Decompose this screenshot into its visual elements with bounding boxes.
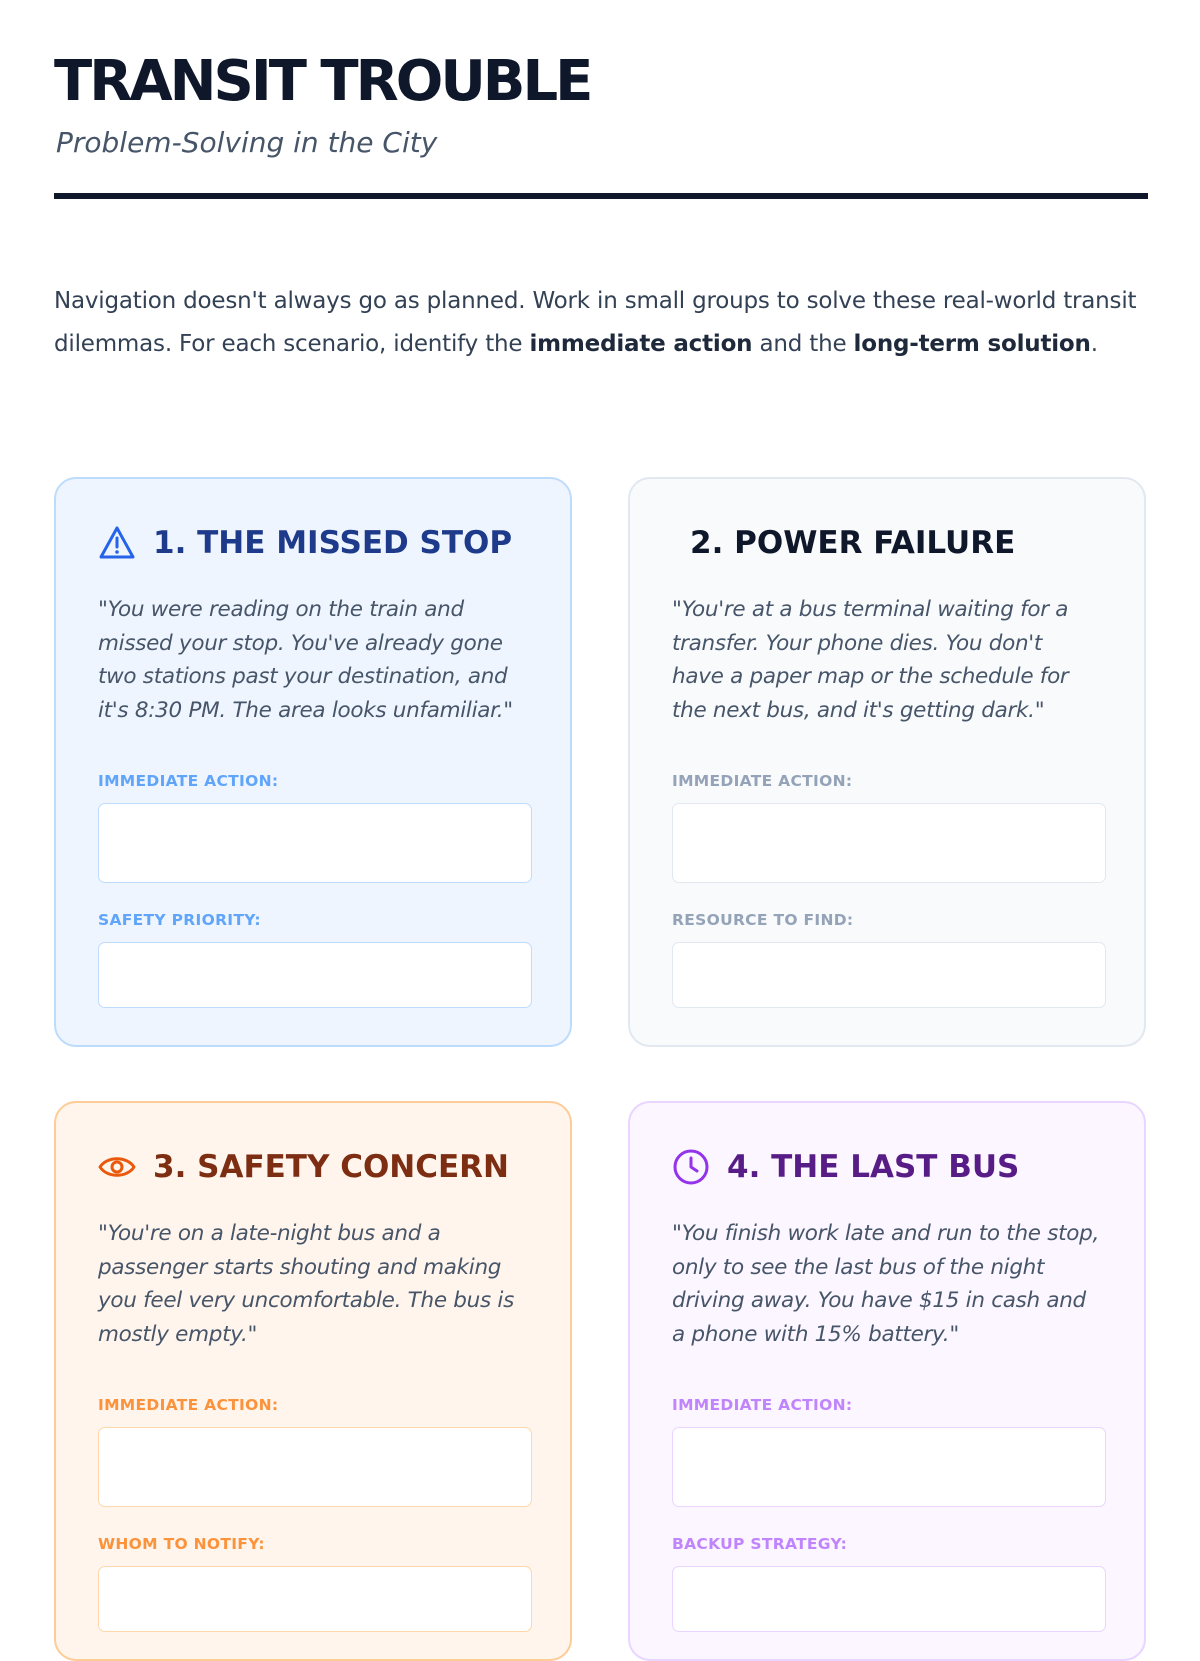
field-label-immediate-action: IMMEDIATE ACTION: xyxy=(672,772,853,790)
immediate-action-field[interactable] xyxy=(98,1427,532,1507)
warning-triangle-icon xyxy=(97,523,137,563)
header-divider xyxy=(54,193,1148,199)
scenario-card-safety-concern xyxy=(54,1101,572,1661)
intro-text-end: . xyxy=(1090,331,1098,357)
eye-icon xyxy=(97,1147,137,1187)
intro-text-middle: and the xyxy=(752,331,854,357)
intro-text: Navigation doesn't always go as planned. Work in small groups to solve these real-world transit dilemmas. For each scenario, identify the xyxy=(54,288,1137,357)
field-label-whom-to-notify: WHOM TO NOTIFY: xyxy=(98,1535,265,1553)
scenario-card-missed-stop xyxy=(54,477,572,1047)
field-label-immediate-action: IMMEDIATE ACTION: xyxy=(98,1396,279,1414)
immediate-action-field[interactable] xyxy=(98,803,532,883)
card-header xyxy=(97,523,512,563)
field-label-resource-to-find: RESOURCE TO FIND: xyxy=(672,911,854,929)
field-label-immediate-action: IMMEDIATE ACTION: xyxy=(98,772,279,790)
scenario-quote: "You're on a late-night bus and a passenger starts shouting and making you feel very uncomfortable. The bus is mostly empty." xyxy=(98,1221,514,1347)
immediate-action-field[interactable] xyxy=(672,1427,1106,1507)
whom-to-notify-field[interactable] xyxy=(98,1566,532,1632)
card-title: 2. POWER FAILURE xyxy=(690,524,1016,561)
safety-priority-field[interactable] xyxy=(98,942,532,1008)
resource-to-find-field[interactable] xyxy=(672,942,1106,1008)
field-label-immediate-action: IMMEDIATE ACTION: xyxy=(672,1396,853,1414)
scenario-quote: "You're at a bus terminal waiting for a transfer. Your phone dies. You don't have a paper map or the schedule for the next bus, and it's getting dark." xyxy=(672,597,1069,723)
field-label-backup-strategy: BACKUP STRATEGY: xyxy=(672,1535,848,1553)
intro-bold-immediate-action: immediate action xyxy=(529,331,753,357)
clock-icon xyxy=(671,1147,711,1187)
intro-bold-long-term-solution: long-term solution xyxy=(853,331,1091,357)
field-label-safety-priority: SAFETY PRIORITY: xyxy=(98,911,261,929)
card-title: 4. THE LAST BUS xyxy=(727,1148,1020,1185)
card-header xyxy=(671,1147,1019,1187)
scenario-card-last-bus xyxy=(628,1101,1146,1661)
card-title: 1. THE MISSED STOP xyxy=(153,524,513,561)
scenario-card-power-failure xyxy=(628,477,1146,1047)
scenario-quote: "You were reading on the train and missed your stop. You've already gone two stations past your destination, and it's 8:30 PM. The area looks unfamiliar." xyxy=(98,597,513,723)
intro-paragraph xyxy=(54,280,1148,366)
scenario-quote: "You finish work late and run to the stop, only to see the last bus of the night driving away. You have $15 in cash and a phone with 15% battery." xyxy=(672,1221,1099,1347)
card-header xyxy=(690,523,1015,563)
backup-strategy-field[interactable] xyxy=(672,1566,1106,1632)
card-title: 3. SAFETY CONCERN xyxy=(153,1148,509,1185)
card-header xyxy=(97,1147,509,1187)
immediate-action-field[interactable] xyxy=(672,803,1106,883)
page-subtitle: Problem-Solving in the City xyxy=(56,126,438,159)
page-title: TRANSIT TROUBLE xyxy=(54,49,591,114)
